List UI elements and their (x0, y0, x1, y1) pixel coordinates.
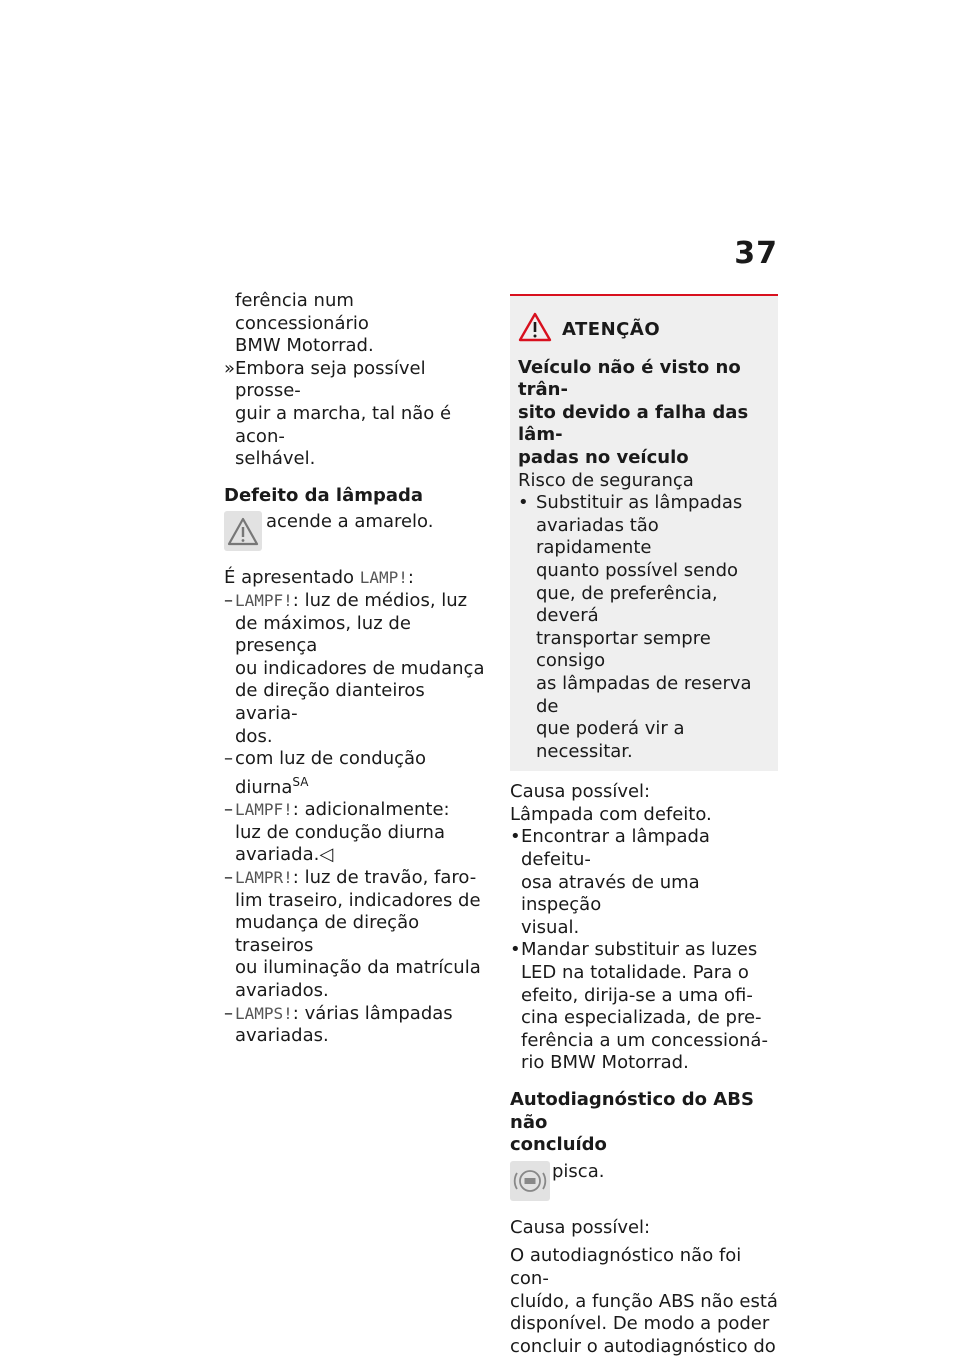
lamp-item-line: avariadas. (235, 1025, 329, 1047)
right-column (510, 294, 778, 1358)
attention-triangle-icon (518, 312, 552, 349)
action-item (510, 939, 778, 1075)
warning-triangle-icon (224, 511, 262, 551)
attention-headline-line: padas no veículo (518, 446, 689, 468)
abs-cause-label: Causa possível: (510, 1216, 651, 1238)
dash-marker: – (224, 748, 233, 770)
action-line: ferência a um concessioná- (521, 1029, 768, 1051)
abs-heading-line: Autodiagnóstico do ABS não (510, 1089, 754, 1133)
lamp-item-line: luz de travão, faro- (304, 867, 477, 889)
attention-box (510, 294, 778, 771)
lamp-item-line: com luz de condução (235, 748, 427, 770)
lamp-item-line: dos. (235, 725, 273, 747)
bullet-marker: • (510, 826, 521, 848)
lamp-item-line: várias lâmpadas (304, 1002, 453, 1024)
attention-title: ATENÇÃO (562, 319, 661, 340)
lamp-item-line: diurna (235, 776, 293, 798)
action-line: LED na totalidade. Para o (521, 962, 749, 984)
lamp-item-line: ou indicadores de mudança (235, 657, 485, 679)
abs-text-line: cluído, a função ABS não está (510, 1290, 778, 1312)
lamp-shown-line (224, 567, 492, 590)
abs-warning-text: pisca. (552, 1160, 605, 1182)
lamp-defect-heading: Defeito da lâmpada (224, 484, 424, 506)
page-number: 37 (734, 236, 778, 271)
note-line: guir a marcha, tal não é acon- (235, 402, 452, 447)
lamp-item-line: avariados. (235, 980, 329, 1002)
attention-item-line: Substituir as lâmpadas (536, 492, 743, 514)
attention-risk: Risco de segurança (518, 469, 694, 491)
attention-item-line: as lâmpadas de reserva de (536, 672, 752, 717)
attention-item-line: quanto possível sendo (536, 559, 739, 581)
code-separator: : (292, 867, 305, 889)
lamp-item-line: adicionalmente: (304, 799, 450, 821)
abs-warning-row (510, 1161, 778, 1207)
action-line: visual. (521, 916, 580, 938)
cause-text: Lâmpada com defeito. (510, 803, 712, 825)
bullet-marker: • (510, 939, 521, 961)
note-item (224, 358, 492, 471)
abs-heading-line: concluído (510, 1134, 607, 1156)
abs-text-line: O autodiagnóstico não foi con- (510, 1245, 742, 1289)
attention-item-line: que poderá vir a necessitar. (536, 718, 685, 762)
abs-text-line: disponível. De modo a poder (510, 1313, 770, 1335)
code-separator: : (292, 799, 305, 821)
lamp-item-line: luz de médios, luz (304, 589, 468, 611)
abs-text-line: concluir o autodiagnóstico do (510, 1335, 776, 1357)
attention-header (518, 312, 770, 349)
dash-marker: – (224, 867, 233, 889)
attention-item-line: avariadas tão rapidamente (536, 514, 659, 559)
lamp-code: LAMP! (359, 568, 408, 588)
attention-headline-line: Veículo não é visto no trân- (518, 356, 741, 401)
code-separator: : (292, 1002, 305, 1024)
action-line: osa através de uma inspeção (521, 871, 700, 916)
lamp-item-line: de máximos, luz de presença (235, 612, 411, 657)
lamp-code: LAMPF! (235, 800, 293, 820)
lamp-warning-text: acende a amarelo. (266, 511, 434, 533)
action-line: Encontrar a lâmpada defeitu- (521, 826, 710, 871)
end-mark-icon: ◁ (319, 844, 334, 866)
note-line: selhável. (235, 448, 316, 470)
action-line: efeito, dirija-se a uma ofi- (521, 984, 753, 1006)
lamp-code: LAMPF! (235, 590, 293, 610)
option-superscript: SA (292, 774, 309, 789)
attention-item-line: que, de preferência, deverá (536, 582, 718, 627)
lamp-item-line: avariada. (235, 844, 320, 866)
cause-label: Causa possível: (510, 781, 651, 803)
intro-line: BMW Motorrad. (235, 335, 374, 357)
lamp-code: LAMPR! (235, 868, 293, 888)
note-marker: » (224, 357, 236, 379)
lamp-item-line: ou iluminação da matrícula (235, 957, 481, 979)
code-separator: : (292, 589, 305, 611)
dash-marker: – (224, 799, 233, 821)
lamp-item-drl (224, 748, 492, 799)
action-line: cina especializada, de pre- (521, 1007, 762, 1029)
attention-item (518, 492, 770, 763)
lamp-shown-prefix: É apresentado (224, 567, 360, 589)
bullet-marker: • (518, 492, 529, 514)
lamp-item-lampf-drl (224, 799, 492, 867)
lamp-shown-suffix: : (407, 567, 414, 589)
lamp-code: LAMPS! (235, 1003, 293, 1023)
note-line: Embora seja possível prosse- (235, 357, 426, 402)
attention-headline-line: sito devido a falha das lâm- (518, 401, 749, 446)
lamp-item-line: de direção dianteiros avaria- (235, 680, 425, 724)
left-column (224, 290, 492, 1048)
intro-line: ferência num concessionário (235, 290, 369, 334)
action-line: Mandar substituir as luzes (521, 939, 758, 961)
lamp-item-line: luz de condução diurna (235, 821, 445, 843)
lamp-item-line: lim traseiro, indicadores de (235, 889, 481, 911)
lamp-item-lampf-front (224, 590, 492, 748)
lamp-warning-row (224, 511, 492, 557)
action-item (510, 826, 778, 939)
lamp-item-lamps (224, 1003, 492, 1048)
lamp-item-lampr (224, 867, 492, 1003)
abs-icon (510, 1161, 550, 1201)
lamp-item-line: mudança de direção traseiros (235, 912, 420, 956)
dash-marker: – (224, 589, 233, 611)
action-line: rio BMW Motorrad. (521, 1052, 689, 1074)
attention-item-line: transportar sempre consigo (536, 627, 711, 672)
dash-marker: – (224, 1002, 233, 1024)
